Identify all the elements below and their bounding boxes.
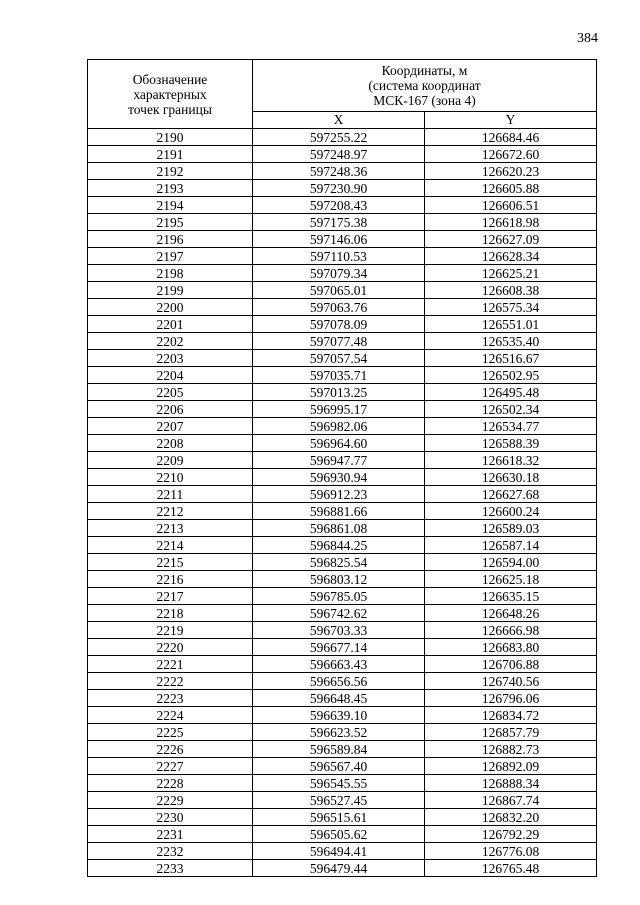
header-line: МСК-167 (зона 4): [373, 92, 476, 108]
y-coordinate-cell: 126834.72: [425, 707, 597, 724]
y-coordinate-cell: 126832.20: [425, 809, 597, 826]
x-coordinate-cell: 596930.94: [253, 469, 425, 486]
x-coordinate-cell: 596912.23: [253, 486, 425, 503]
point-id-cell: 2217: [88, 588, 253, 605]
y-coordinate-cell: 126666.98: [425, 622, 597, 639]
y-coordinate-cell: 126882.73: [425, 741, 597, 758]
x-coordinate-cell: 596656.56: [253, 673, 425, 690]
table-row: [88, 622, 597, 639]
coordinates-table: [87, 59, 597, 877]
point-id-cell: 2223: [88, 690, 253, 707]
point-id-cell: 2195: [88, 214, 253, 231]
table-row: [88, 503, 597, 520]
point-id-cell: 2227: [88, 758, 253, 775]
x-coordinate-cell: 597175.38: [253, 214, 425, 231]
table-row: [88, 197, 597, 214]
table-row: [88, 248, 597, 265]
point-id-cell: 2231: [88, 826, 253, 843]
table-row: [88, 401, 597, 418]
table-row: [88, 554, 597, 571]
table-row: [88, 486, 597, 503]
table-row: [88, 758, 597, 775]
y-coordinate-cell: 126594.00: [425, 554, 597, 571]
table-row: [88, 843, 597, 860]
x-coordinate-cell: 596677.14: [253, 639, 425, 656]
y-coordinate-cell: 126588.39: [425, 435, 597, 452]
point-id-cell: 2222: [88, 673, 253, 690]
table-row: [88, 350, 597, 367]
point-id-cell: 2215: [88, 554, 253, 571]
y-coordinate-cell: 126635.15: [425, 588, 597, 605]
point-id-cell: 2228: [88, 775, 253, 792]
table-row: [88, 775, 597, 792]
table-row: [88, 384, 597, 401]
point-id-cell: 2218: [88, 605, 253, 622]
point-id-cell: 2202: [88, 333, 253, 350]
x-coordinate-cell: 597248.97: [253, 146, 425, 163]
table-row: [88, 469, 597, 486]
x-column-header: X: [253, 111, 425, 128]
y-coordinate-cell: 126648.26: [425, 605, 597, 622]
x-coordinate-cell: 596947.77: [253, 452, 425, 469]
x-coordinate-cell: 596844.25: [253, 537, 425, 554]
x-coordinate-cell: 597057.54: [253, 350, 425, 367]
x-coordinate-cell: 597146.06: [253, 231, 425, 248]
table-row: [88, 333, 597, 350]
point-id-cell: 2224: [88, 707, 253, 724]
table-row: [88, 367, 597, 384]
table-row: [88, 724, 597, 741]
table-row: [88, 690, 597, 707]
y-coordinate-cell: 126605.88: [425, 180, 597, 197]
y-coordinate-cell: 126627.68: [425, 486, 597, 503]
x-coordinate-cell: 596742.62: [253, 605, 425, 622]
x-coordinate-cell: 597065.01: [253, 282, 425, 299]
y-coordinate-cell: 126792.29: [425, 826, 597, 843]
point-id-cell: 2192: [88, 163, 253, 180]
x-coordinate-cell: 596479.44: [253, 860, 425, 877]
point-id-cell: 2203: [88, 350, 253, 367]
y-coordinate-cell: 126627.09: [425, 231, 597, 248]
x-coordinate-cell: 596527.45: [253, 792, 425, 809]
point-id-cell: 2212: [88, 503, 253, 520]
x-coordinate-cell: 596663.43: [253, 656, 425, 673]
table-row: [88, 435, 597, 452]
point-id-cell: 2229: [88, 792, 253, 809]
point-id-cell: 2209: [88, 452, 253, 469]
y-coordinate-cell: 126888.34: [425, 775, 597, 792]
point-designation-header: [88, 60, 253, 129]
table-row: [88, 588, 597, 605]
y-coordinate-cell: 126618.32: [425, 452, 597, 469]
table-row: [88, 639, 597, 656]
x-coordinate-cell: 597077.48: [253, 333, 425, 350]
y-coordinate-cell: 126796.06: [425, 690, 597, 707]
table-row: [88, 180, 597, 197]
y-coordinate-cell: 126608.38: [425, 282, 597, 299]
table-row: [88, 316, 597, 333]
x-coordinate-cell: 596861.08: [253, 520, 425, 537]
y-coordinate-cell: 126684.46: [425, 129, 597, 146]
table-row: [88, 673, 597, 690]
x-coordinate-cell: 596703.33: [253, 622, 425, 639]
y-coordinate-cell: 126892.09: [425, 758, 597, 775]
y-coordinate-cell: 126765.48: [425, 860, 597, 877]
x-coordinate-cell: 596505.62: [253, 826, 425, 843]
y-coordinate-cell: 126618.98: [425, 214, 597, 231]
table-row: [88, 265, 597, 282]
x-coordinate-cell: 596825.54: [253, 554, 425, 571]
point-id-cell: 2230: [88, 809, 253, 826]
y-coordinate-cell: 126672.60: [425, 146, 597, 163]
y-coordinate-cell: 126776.08: [425, 843, 597, 860]
table-row: [88, 214, 597, 231]
header-line: Координаты, м: [381, 62, 468, 78]
point-id-cell: 2190: [88, 129, 253, 146]
x-coordinate-cell: 596785.05: [253, 588, 425, 605]
x-coordinate-cell: 597078.09: [253, 316, 425, 333]
x-coordinate-cell: 597035.71: [253, 367, 425, 384]
point-id-cell: 2233: [88, 860, 253, 877]
table-row: [88, 299, 597, 316]
y-coordinate-cell: 126706.88: [425, 656, 597, 673]
table-row: [88, 826, 597, 843]
x-coordinate-cell: 597255.22: [253, 129, 425, 146]
point-id-cell: 2200: [88, 299, 253, 316]
x-coordinate-cell: 597079.34: [253, 265, 425, 282]
table-row: [88, 537, 597, 554]
point-id-cell: 2201: [88, 316, 253, 333]
point-id-cell: 2194: [88, 197, 253, 214]
x-coordinate-cell: 596589.84: [253, 741, 425, 758]
x-coordinate-cell: 596623.52: [253, 724, 425, 741]
x-coordinate-cell: 597110.53: [253, 248, 425, 265]
point-id-cell: 2197: [88, 248, 253, 265]
point-id-cell: 2232: [88, 843, 253, 860]
table-row: [88, 792, 597, 809]
table-row: [88, 163, 597, 180]
header-line: Обозначение: [132, 71, 208, 87]
point-id-cell: 2198: [88, 265, 253, 282]
y-coordinate-cell: 126625.21: [425, 265, 597, 282]
y-coordinate-cell: 126551.01: [425, 316, 597, 333]
y-coordinate-cell: 126683.80: [425, 639, 597, 656]
point-id-cell: 2220: [88, 639, 253, 656]
y-coordinate-cell: 126535.40: [425, 333, 597, 350]
y-coordinate-cell: 126620.23: [425, 163, 597, 180]
table-row: [88, 605, 597, 622]
y-coordinate-cell: 126628.34: [425, 248, 597, 265]
x-coordinate-cell: 596881.66: [253, 503, 425, 520]
point-id-cell: 2207: [88, 418, 253, 435]
point-id-cell: 2214: [88, 537, 253, 554]
table-row: [88, 146, 597, 163]
point-id-cell: 2211: [88, 486, 253, 503]
table-row: [88, 741, 597, 758]
y-coordinate-cell: 126589.03: [425, 520, 597, 537]
point-id-cell: 2206: [88, 401, 253, 418]
x-coordinate-cell: 596803.12: [253, 571, 425, 588]
y-coordinate-cell: 126575.34: [425, 299, 597, 316]
header-line: (система координат: [368, 77, 481, 93]
x-coordinate-cell: 596964.60: [253, 435, 425, 452]
point-id-cell: 2193: [88, 180, 253, 197]
point-id-cell: 2213: [88, 520, 253, 537]
x-coordinate-cell: 596494.41: [253, 843, 425, 860]
x-coordinate-cell: 596648.45: [253, 690, 425, 707]
x-coordinate-cell: 596982.06: [253, 418, 425, 435]
coordinates-header: [253, 60, 597, 112]
point-id-cell: 2204: [88, 367, 253, 384]
table-row: [88, 520, 597, 537]
table-row: [88, 571, 597, 588]
y-coordinate-cell: 126600.24: [425, 503, 597, 520]
table-row: [88, 860, 597, 877]
point-id-cell: 2216: [88, 571, 253, 588]
x-coordinate-cell: 597208.43: [253, 197, 425, 214]
y-coordinate-cell: 126740.56: [425, 673, 597, 690]
point-id-cell: 2191: [88, 146, 253, 163]
table-row: [88, 809, 597, 826]
point-id-cell: 2205: [88, 384, 253, 401]
table-row: [88, 418, 597, 435]
y-coordinate-cell: 126502.95: [425, 367, 597, 384]
y-coordinate-cell: 126857.79: [425, 724, 597, 741]
table-row: [88, 282, 597, 299]
x-coordinate-cell: 596995.17: [253, 401, 425, 418]
y-coordinate-cell: 126606.51: [425, 197, 597, 214]
table-row: [88, 129, 597, 146]
x-coordinate-cell: 597248.36: [253, 163, 425, 180]
y-coordinate-cell: 126587.14: [425, 537, 597, 554]
header-line: точек границы: [128, 101, 212, 117]
y-coordinate-cell: 126867.74: [425, 792, 597, 809]
point-id-cell: 2226: [88, 741, 253, 758]
x-coordinate-cell: 597230.90: [253, 180, 425, 197]
x-coordinate-cell: 596639.10: [253, 707, 425, 724]
y-coordinate-cell: 126495.48: [425, 384, 597, 401]
point-id-cell: 2196: [88, 231, 253, 248]
point-id-cell: 2221: [88, 656, 253, 673]
y-coordinate-cell: 126534.77: [425, 418, 597, 435]
table-row: [88, 707, 597, 724]
point-id-cell: 2210: [88, 469, 253, 486]
table-row: [88, 231, 597, 248]
x-coordinate-cell: 597013.25: [253, 384, 425, 401]
x-coordinate-cell: 596515.61: [253, 809, 425, 826]
point-id-cell: 2225: [88, 724, 253, 741]
point-id-cell: 2199: [88, 282, 253, 299]
table-row: [88, 656, 597, 673]
x-coordinate-cell: 596567.40: [253, 758, 425, 775]
y-coordinate-cell: 126630.18: [425, 469, 597, 486]
header-line: характерных: [133, 86, 207, 102]
y-coordinate-cell: 126516.67: [425, 350, 597, 367]
y-coordinate-cell: 126502.34: [425, 401, 597, 418]
y-column-header: Y: [425, 111, 597, 128]
x-coordinate-cell: 597063.76: [253, 299, 425, 316]
point-id-cell: 2219: [88, 622, 253, 639]
table-row: [88, 452, 597, 469]
point-id-cell: 2208: [88, 435, 253, 452]
y-coordinate-cell: 126625.18: [425, 571, 597, 588]
x-coordinate-cell: 596545.55: [253, 775, 425, 792]
page-number: 384: [577, 31, 598, 46]
